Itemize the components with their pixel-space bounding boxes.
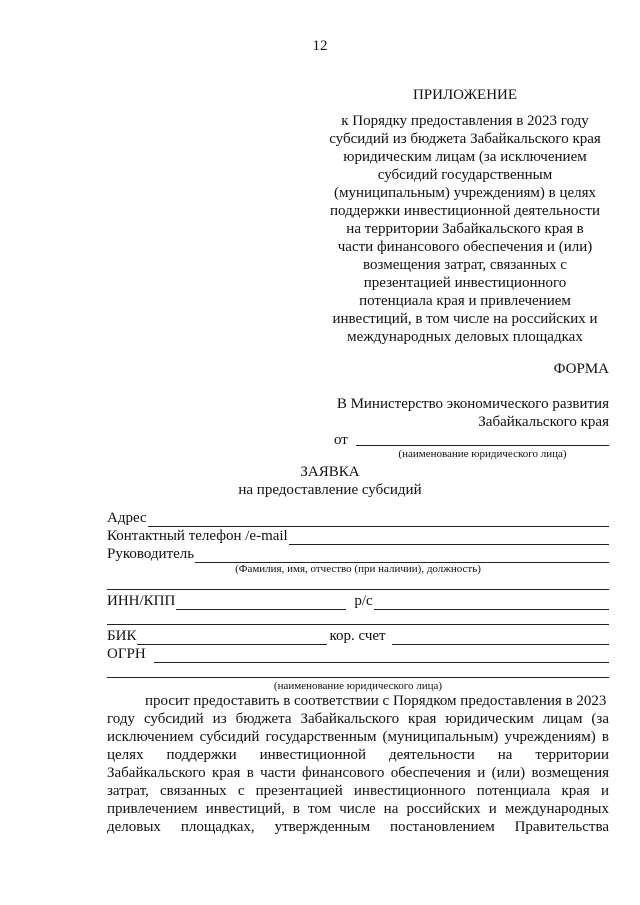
- document-subtitle: на предоставление субсидий: [238, 482, 422, 498]
- appendix-line: международных деловых площадках: [347, 329, 583, 345]
- from-hint: (наименование юридического лица): [398, 448, 567, 460]
- address-row: [107, 509, 609, 527]
- bik-label: БИК: [107, 628, 137, 644]
- appendix-line: части финансового обеспечения и (или): [337, 239, 593, 255]
- body-line: просит предоставить в соответствии с Порядком предоставления в 2023: [145, 693, 607, 709]
- ogrn-row: [107, 645, 609, 663]
- appendix-title: ПРИЛОЖЕНИЕ: [412, 87, 518, 103]
- head-hint: (Фамилия, имя, отчество (при наличии), должность): [235, 563, 481, 575]
- body-line: затрат, связанных с презентацией инвестиционного потенциала края и: [107, 783, 609, 799]
- entity-name-hint: (наименование юридического лица): [273, 680, 443, 692]
- appendix-line: субсидий государственным: [377, 167, 553, 183]
- from-field-line[interactable]: [356, 445, 609, 446]
- body-line: привлечением инвестиций, в том числе на российских и международных: [107, 801, 609, 817]
- appendix-text: [320, 112, 610, 346]
- inn-row: [107, 592, 609, 610]
- contact-row: [107, 527, 609, 545]
- appendix-line: юридическим лицам (за исключением: [343, 149, 587, 165]
- appendix-line: на территории Забайкальского края в: [346, 221, 584, 237]
- addressee-line: Забайкальского края: [478, 414, 609, 430]
- body-line: исключением субсидий государственным (муниципальным) учреждениям) в: [107, 729, 609, 745]
- appendix-line: потенциала края и привлечением: [359, 293, 571, 309]
- appendix-line: к Порядку предоставления в 2023 году: [341, 113, 589, 129]
- address-label: Адрес: [107, 510, 147, 526]
- appendix-line: презентацией инвестиционного: [363, 275, 567, 291]
- address-field[interactable]: [148, 512, 609, 527]
- body-line: целях поддержки инвестиционной деятельности на территории: [107, 747, 609, 763]
- from-label: от: [334, 432, 348, 448]
- head-label: Руководитель: [107, 546, 195, 562]
- account-field[interactable]: [374, 595, 609, 610]
- ogrn-field[interactable]: [154, 648, 609, 663]
- entity-name-line[interactable]: [107, 677, 609, 678]
- body-line: году субсидий из бюджета Забайкальского края юридическим лицам (за: [107, 711, 609, 727]
- page-number: 12: [312, 38, 328, 54]
- head-field[interactable]: [195, 548, 609, 563]
- appendix-line: поддержки инвестиционной деятельности: [329, 203, 601, 219]
- inn-extra-line[interactable]: [107, 624, 609, 625]
- ogrn-label: ОГРН: [107, 646, 146, 662]
- document-title: ЗАЯВКА: [300, 464, 360, 480]
- corr-account-label: кор. счет: [329, 628, 386, 644]
- appendix-line: (муниципальным) учреждениям) в целях: [333, 185, 597, 201]
- head-extra-line[interactable]: [107, 589, 609, 590]
- bik-row: [107, 627, 609, 645]
- appendix-line: субсидий из бюджета Забайкальского края: [329, 131, 601, 147]
- appendix-line: инвестиций, в том числе на российских и: [332, 311, 598, 327]
- contact-label: Контактный телефон /e-mail: [107, 528, 288, 544]
- account-label: р/с: [354, 593, 373, 609]
- addressee-line: В Министерство экономического развития: [336, 396, 609, 412]
- inn-field[interactable]: [176, 595, 346, 610]
- corr-account-field[interactable]: [392, 630, 609, 645]
- bik-field[interactable]: [137, 630, 327, 645]
- appendix-line: возмещения затрат, связанных с: [363, 257, 567, 273]
- inn-label: ИНН/КПП: [107, 593, 176, 609]
- body-line: деловых площадках, утвержденным постановлением Правительства: [107, 819, 609, 835]
- head-row: [107, 545, 609, 563]
- form-label: ФОРМА: [553, 361, 609, 377]
- body-line: Забайкальского края в части финансового обеспечения и (или) возмещения: [107, 765, 609, 781]
- contact-field[interactable]: [289, 530, 609, 545]
